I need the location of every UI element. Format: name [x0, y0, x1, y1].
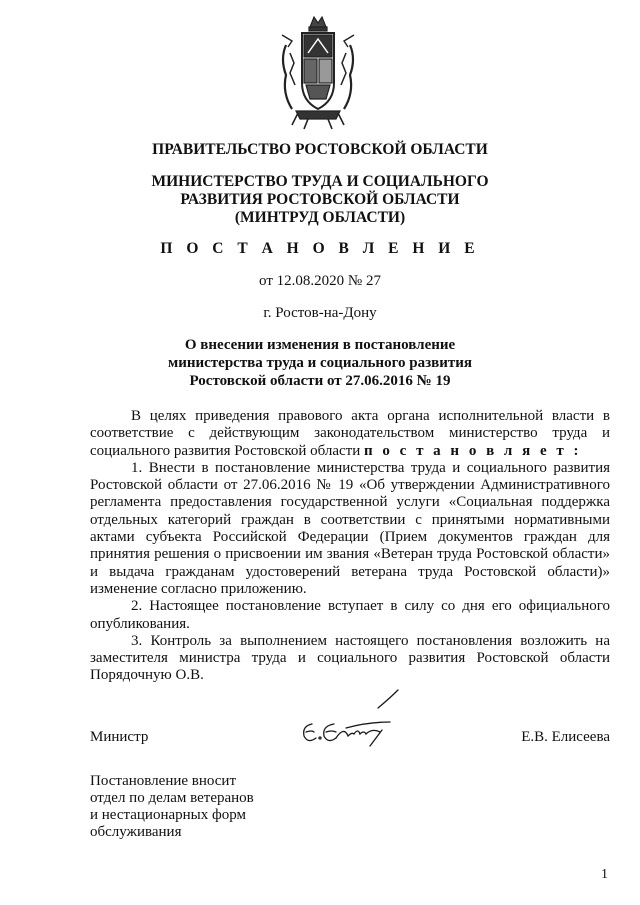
document-body [90, 408, 610, 685]
executor-note-line: обслуживания [90, 824, 182, 840]
executor-note [90, 773, 254, 841]
signer-position: Министр [90, 729, 149, 745]
decree-item: 2. Настоящее постановление вступает в силу со дня его официального опубликования. [90, 598, 610, 632]
ministry-title-line: РАЗВИТИЯ РОСТОВСКОЙ ОБЛАСТИ [180, 191, 460, 208]
government-title: ПРАВИТЕЛЬСТВО РОСТОВСКОЙ ОБЛАСТИ [152, 141, 488, 158]
executor-note-line: Постановление вносит [90, 773, 237, 789]
handwritten-signature [298, 688, 403, 750]
ministry-title-line: (МИНТРУД ОБЛАСТИ) [234, 209, 406, 226]
preamble-paragraph [90, 408, 610, 460]
executor-note-line: и нестационарных форм [90, 807, 246, 823]
document-type-heading: П О С Т А Н О В Л Е Н И Е [160, 240, 480, 257]
preamble-text: В целях приведения правового акта органа исполнительной власти в соответствие с действующим законодательством министерство труда и социального развития Ростовской области [90, 408, 610, 459]
decree-item: 1. Внести в постановление министерства труда и социального развития Ростовской области от 27.06.2016 № 19 «Об утверждении Административного регламента предоставления государственной услуги «Социальная поддержка отдельных категорий граждан в соответствии с принятыми нормативными актами субъекта Российской Федерации (Прием документов граждан для принятия решения о присвоении им звания «Ветеран труда Ростовской области» и выдача гражданам удостоверений ветерана труда Ростовской области)» изменение согласно приложению. [90, 459, 610, 597]
decree-word: п о с т а н о в л я е т : [364, 442, 582, 459]
page-number: 1 [601, 867, 608, 882]
document-date-number: от 12.08.2020 № 27 [259, 273, 381, 289]
coat-of-arms-emblem [278, 13, 358, 131]
subject-line: О внесении изменения в постановление [184, 337, 456, 353]
subject-line: Ростовской области от 27.06.2016 № 19 [189, 373, 451, 389]
ministry-title [0, 173, 640, 227]
document-subject [0, 336, 640, 390]
document-city: г. Ростов-на-Дону [263, 305, 377, 321]
subject-line: министерства труда и социального развития [167, 355, 473, 371]
executor-note-line: отдел по делам ветеранов [90, 790, 254, 806]
ministry-title-line: МИНИСТЕРСТВО ТРУДА И СОЦИАЛЬНОГО [151, 173, 489, 190]
decree-item: 3. Контроль за выполнением настоящего постановления возложить на заместителя министра труда и социального развития Ростовской области Порядочную О.В. [90, 632, 610, 684]
signer-name: Е.В. Елисеева [521, 729, 610, 745]
